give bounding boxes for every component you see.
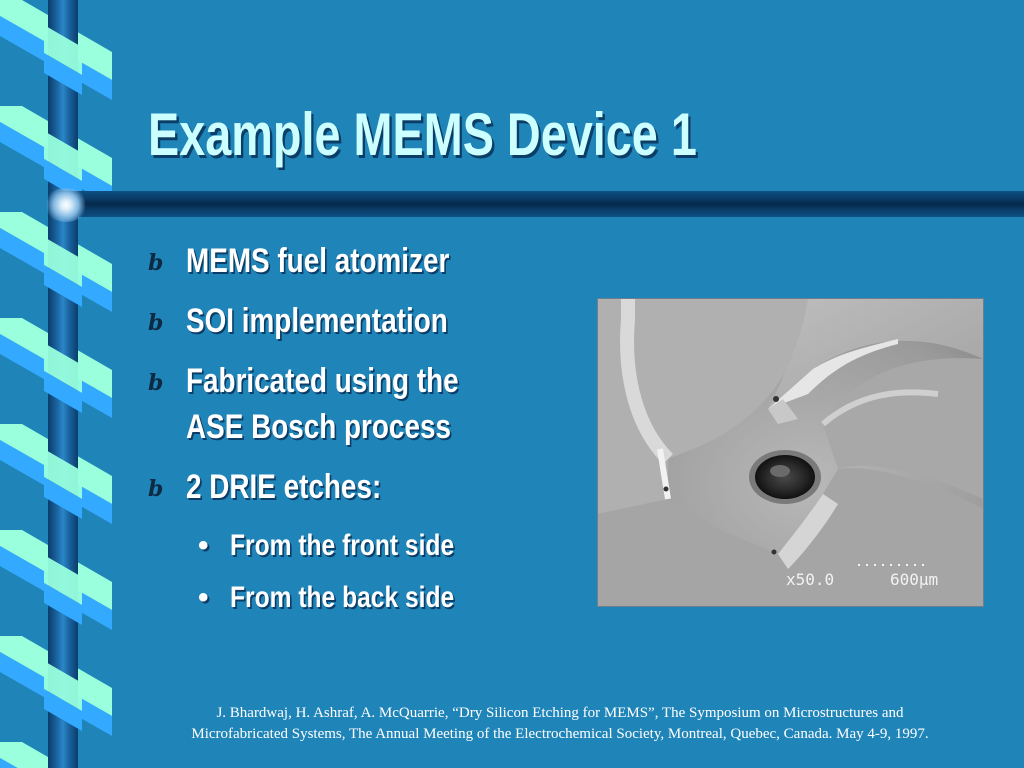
title-divider-bar bbox=[58, 191, 1024, 217]
decorative-ribbon-band bbox=[0, 0, 112, 768]
bullet-item bbox=[148, 238, 578, 284]
bullet-list bbox=[148, 238, 578, 626]
magnification-label: x50.0 bbox=[786, 570, 835, 589]
bullet-text-continued: ASE Bosch process bbox=[186, 408, 451, 446]
bullet-text: SOI implementation bbox=[186, 302, 448, 340]
citation-line-2: Microfabricated Systems, The Annual Meeting of the Electrochemical Society, Montreal, Quebec, Canada. May 4-9, 1997. bbox=[191, 726, 929, 742]
bullet-marker-icon: b bbox=[148, 476, 164, 502]
reference-citation bbox=[120, 703, 1000, 745]
bullet-text: Fabricated using the bbox=[186, 362, 459, 400]
sub-bullet-item bbox=[148, 574, 578, 622]
bullet-item bbox=[148, 358, 578, 450]
bullet-item bbox=[148, 464, 578, 510]
citation-line-1: J. Bhardwaj, H. Ashraf, A. McQuarrie, “Dry Silicon Etching for MEMS”, The Symposium on Microstructures and bbox=[216, 705, 904, 721]
bullet-marker-icon: b bbox=[148, 370, 164, 396]
sub-bullet-item bbox=[148, 522, 578, 570]
scale-bar-label: 600µm bbox=[890, 570, 939, 589]
sub-bullet-dot-icon: • bbox=[198, 581, 209, 614]
bullet-marker-icon: b bbox=[148, 310, 164, 336]
sub-bullet-text: From the back side bbox=[230, 581, 455, 614]
bullet-item bbox=[148, 298, 578, 344]
fuel-atomizer-micrograph bbox=[598, 299, 983, 606]
bullet-text: 2 DRIE etches: bbox=[186, 468, 382, 506]
slide-title: Example MEMS Device 1 bbox=[148, 101, 697, 168]
bullet-marker-icon: b bbox=[148, 250, 164, 276]
ribbon-front-pattern bbox=[0, 0, 112, 768]
sub-bullet-dot-icon: • bbox=[198, 529, 209, 562]
divider-glow-knob bbox=[44, 188, 88, 222]
bullet-text: MEMS fuel atomizer bbox=[186, 242, 450, 280]
sub-bullet-text: From the front side bbox=[230, 529, 455, 562]
sub-bullet-list bbox=[148, 522, 578, 622]
sem-micrograph-image bbox=[597, 298, 984, 607]
